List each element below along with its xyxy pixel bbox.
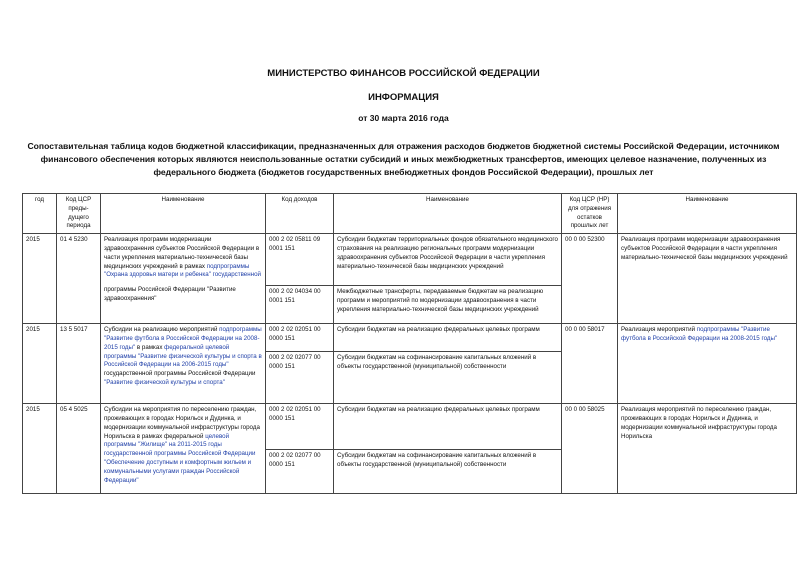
subprogram-link[interactable]: подпрограммы "Развитие футбола в Российской Федерации на 2008-2015 годы" [621,326,778,342]
table-row [23,404,797,450]
state-program-link[interactable]: "Развитие физической культуры и спорта" [104,378,225,386]
new-name-cell [618,324,797,404]
table-header-row [23,194,797,234]
document-type-heading: ИНФОРМАЦИЯ [368,92,439,103]
income-name-cell: Субсидии бюджетам на реализацию федеральных целевых программ [334,324,562,352]
name-text: государственной программы Российской Федерации [104,370,256,378]
prev-csr-cell: 05 4 5025 [57,404,101,494]
document-title: Сопоставительная таблица кодов бюджетной классификации, предназначенных для отражения расходов бюджетов бюджетной системы Российской Федерации, источником финансового обеспечения которых являются неиспользованные остатки субсидий и иных межбюджетных трансфертов, имеющих целевое назначение, полученных из федерального бюджета (бюджетов государственных внебюджетных фондов Российской Федерации), прошлых лет [27,141,780,177]
federal-program-link[interactable]: целевой программы "Жилище" на 2011-2015 годы государственной программы Российской Федерации "Обеспечение доступным и комфортным жильем и коммунальными услугами граждан Российской Федерации" [104,432,256,484]
year-cell: 2015 [23,234,57,324]
federal-program-link[interactable]: федеральной целевой программы "Развитие физической культуры и спорта в Российской Федерации на 2006-2015 годы" [104,343,262,369]
ministry-heading: МИНИСТЕРСТВО ФИНАНСОВ РОССИЙСКОЙ ФЕДЕРАЦИИ [267,68,540,79]
income-name-cell: Субсидии бюджетам на софинансирование капитальных вложений в объекты государственной (муниципальной) собственности [334,450,562,494]
name-cell [101,234,266,324]
income-name-cell: Субсидии бюджетам на реализацию федеральных целевых программ [334,404,562,450]
year-cell: 2015 [23,324,57,404]
income-code-cell: 000 2 02 02051 00 0000 151 [266,404,334,450]
name-text: Реализация мероприятий [621,326,697,334]
name-text: Субсидии на реализацию мероприятий [104,326,220,334]
col-header-name: Наименование [101,194,266,234]
new-csr-cell: 00 0 00 52300 [562,234,618,324]
year-cell: 2015 [23,404,57,494]
name-text: Субсидии на мероприятия по переселению граждан, проживающих в городах Норильск и Дудинка, и модернизации коммунальной инфраструктуры города Норильска в рамках федеральной [104,406,260,440]
name-text: Реализация программ модернизации здравоохранения субъектов Российской Федерации в части укрепления материально-технической базы медицинских учреждений в рамках [104,236,260,270]
prev-csr-cell: 01 4 5230 [57,234,101,324]
name-cell [101,404,266,494]
new-csr-cell: 00 0 00 58025 [562,404,618,494]
col-header-new-csr: Код ЦСР (НР) для отражения остатков прошлых лет [562,194,618,234]
name-text: в рамках [135,343,165,351]
col-header-name: Наименование [334,194,562,234]
new-name-cell: Реализация мероприятий по переселению граждан, проживающих в городах Норильск и Дудинка, и модернизации коммунальной инфраструктуры города Норильска [618,404,797,494]
subprogram-link[interactable]: подпрограммы "Развитие футбола в Российской Федерации на 2008-2015 годы" [104,326,262,351]
col-header-income-code: Код доходов [266,194,334,234]
name-cell [101,324,266,404]
income-code-cell: 000 2 02 02077 00 0000 151 [266,352,334,404]
name-text: программы Российской Федерации "Развитие здравоохранения" [104,286,236,302]
col-header-name: Наименование [618,194,797,234]
new-name-cell: Реализация программ модернизации здравоохранения субъектов Российской Федерации в части укрепления материально-технической базы медицинских учреждений [618,234,797,324]
col-header-year: год [23,194,57,234]
table-row [23,324,797,352]
income-code-cell: 000 2 02 02051 00 0000 151 [266,324,334,352]
col-header-prev-csr: Код ЦСР преды- дущего периода [57,194,101,234]
income-name-cell: Субсидии бюджетам территориальных фондов обязательного медицинского страхования на реализацию региональных программ модернизации здравоохранения субъектов Российской Федерации в части укрепления материально-технической базы медицинских учреждений [334,234,562,286]
income-name-cell: Межбюджетные трансферты, передаваемые бюджетам на реализацию программ и мероприятий по модернизации здравоохранения в части укрепления материально-технической базы медицинских учреждений [334,286,562,324]
income-code-cell: 000 2 02 04034 00 0001 151 [266,286,334,324]
income-name-cell: Субсидии бюджетам на софинансирование капитальных вложений в объекты государственной (муниципальной) собственности [334,352,562,404]
document-date: от 30 марта 2016 года [358,113,449,123]
table-row [23,234,797,286]
income-code-cell: 000 2 02 02077 00 0000 151 [266,450,334,494]
prev-csr-cell: 13 5 5017 [57,324,101,404]
subprogram-link[interactable]: подпрограммы "Охрана здоровья матери и ребенка" государственной [104,262,261,279]
income-code-cell: 000 2 02 05811 09 0001 151 [266,234,334,286]
new-csr-cell: 00 0 00 58017 [562,324,618,404]
budget-codes-table [22,193,797,494]
